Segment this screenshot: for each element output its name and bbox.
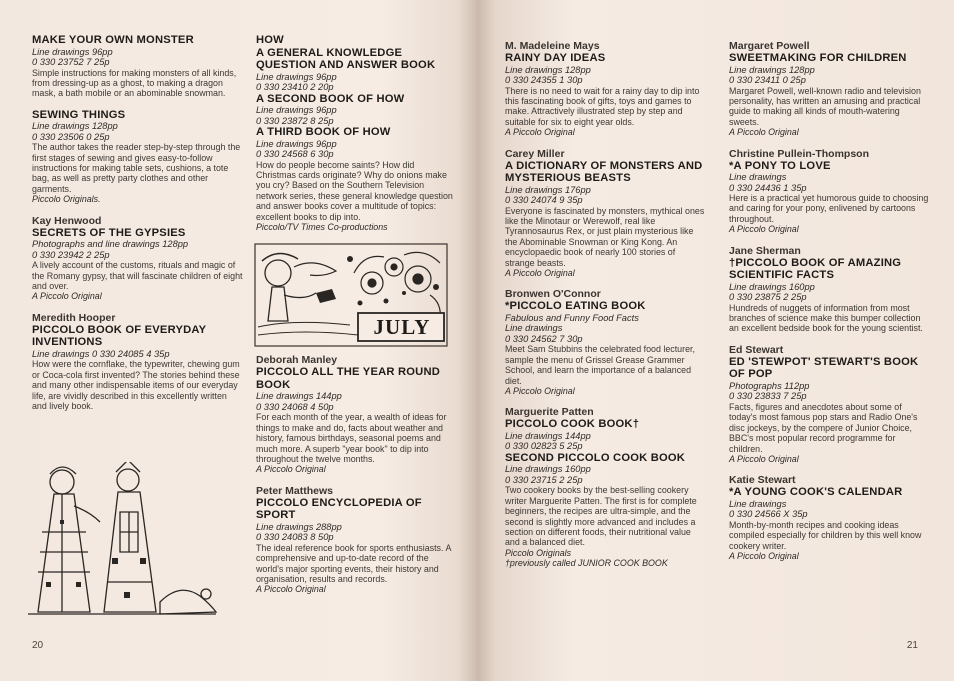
book-details: Line drawings 144pp (256, 391, 342, 402)
book-details: 0 330 24083 8 50p (256, 532, 334, 543)
book-entry (729, 245, 929, 334)
book-author: Ed Stewart (729, 343, 784, 356)
book-description: Simple instructions for making monsters of all kinds, from dressing-up as a ghost, to making a dragon mask, a bath mobile or an abominable snowman. (32, 67, 237, 99)
book-author: Margaret Powell (729, 40, 810, 52)
july-label: JULY (373, 315, 431, 339)
book-details: 0 330 23752 7 25p (32, 57, 110, 67)
book-entry (32, 34, 244, 99)
book-author: Kay Henwood (32, 214, 102, 227)
book-author: Meredith Hooper (32, 311, 116, 324)
book-title: †PICCOLO BOOK OF AMAZING SCIENTIFIC FACTS (729, 256, 902, 282)
book-details: 0 330 23872 8 25p (256, 115, 334, 126)
book-title: HOW (256, 34, 284, 46)
book-title: SECOND PICCOLO COOK BOOK (505, 451, 686, 464)
book-description: There is no need to wait for a rainy day to dip into this fascinating book of gifts, toys and games to make. Attractively illustrated step by step and suitable for six to eight year olds. (505, 85, 700, 127)
book-publisher: A Piccolo Original (729, 224, 799, 235)
page-number-left: 20 (32, 640, 44, 651)
book-entry (32, 109, 244, 205)
book-details: Line drawings 96pp (256, 71, 337, 82)
book-entry (505, 288, 705, 396)
book-details: 0 330 24436 1 35p (729, 182, 807, 193)
book-details: Line drawings (505, 323, 563, 334)
book-details: Line drawings 288pp (256, 521, 342, 532)
book-entry (256, 485, 456, 595)
book-title: A GENERAL KNOWLEDGE QUESTION AND ANSWER BOOK (256, 46, 436, 71)
book-description: Hundreds of nuggets of information from most branches of science make this bumper collection an excellent bedside book for the young scientist. (729, 302, 923, 334)
book-entry (256, 126, 456, 232)
book-entry (256, 93, 456, 127)
book-publisher: A Piccolo Original (505, 127, 575, 138)
book-author: Jane Sherman (729, 244, 801, 257)
book-author: Christine Pullein-Thompson (729, 147, 870, 160)
book-details: Line drawings 160pp (729, 281, 815, 292)
book-details: 0 330 23715 2 25p (505, 474, 583, 485)
book-details: Line drawings 128pp (32, 121, 118, 132)
knight-illustration (20, 462, 220, 622)
book-author: Deborah Manley (256, 354, 338, 367)
book-title: RAINY DAY IDEAS (505, 52, 606, 64)
book-details: Photographs 112pp (729, 380, 810, 391)
book-publisher: Piccolo Originals (505, 547, 572, 558)
book-title: *A PONY TO LOVE (729, 159, 831, 172)
book-title: A DICTIONARY OF MONSTERS AND MYSTERIOUS BEASTS (505, 159, 703, 185)
book-details: 0 330 02823 5 25p (505, 441, 583, 452)
book-details: 0 330 23942 2 25p (32, 249, 110, 260)
book-entry (505, 40, 705, 138)
book-entry (729, 344, 929, 464)
book-description: Margaret Powell, well-known radio and television personality, has written an amusing and practical guide to making all kinds of mouth-watering sweets. (729, 85, 921, 127)
book-title: PICCOLO BOOK OF EVERYDAY INVENTIONS (32, 323, 207, 349)
book-entry (256, 354, 456, 474)
book-description: How were the cornflake, the typewriter, chewing gum or Coca-cola first invented? The stories behind these and many other indispensable items of our everyday life, are vividly described in this excellently written and lively book. (32, 359, 240, 411)
book-entry (32, 312, 244, 412)
book-entry (505, 406, 705, 452)
column-4 (729, 40, 929, 571)
book-author: M. Madeleine Mays (505, 40, 600, 52)
book-title: SEWING THINGS (32, 108, 126, 121)
book-title: A SECOND BOOK OF HOW (256, 92, 405, 105)
book-details: Line drawings 0 330 24085 4 35p (32, 348, 170, 359)
book-details: Line drawings 128pp (505, 64, 591, 75)
book-title: *A YOUNG COOK'S CALENDAR (729, 486, 903, 499)
book-title: *PICCOLO EATING BOOK (505, 300, 646, 313)
book-title: A THIRD BOOK OF HOW (256, 126, 391, 138)
book-entry (729, 474, 929, 561)
book-details: Fabulous and Funny Food Facts (505, 312, 639, 323)
book-title: ED 'STEWPOT' STEWART'S BOOK OF POP (729, 355, 919, 381)
book-details: Line drawings (729, 498, 787, 509)
book-details: 0 330 23411 0 25p (729, 75, 806, 85)
book-entry (256, 47, 456, 93)
book-details: Line drawings 96pp (256, 105, 337, 115)
column-3 (505, 40, 705, 579)
book-title: PICCOLO ALL THE YEAR ROUND BOOK (256, 366, 441, 391)
book-publisher: A Piccolo Original (729, 453, 799, 464)
book-description: Month-by-month recipes and cooking ideas compiled especially for children by this well know cookery writer. (729, 519, 922, 551)
book-entry (256, 34, 456, 47)
book-description: Here is a practical yet humorous guide to choosing and caring for your pony, enlivened by cartoons throughout. (729, 193, 929, 224)
book-title: SWEETMAKING FOR CHILDREN (729, 52, 907, 64)
book-details: 0 330 24566 X 35p (729, 509, 808, 520)
book-description: Everyone is fascinated by monsters, mythical ones like the Minotaur or Werewolf, real like Tyrannosaurus Rex, or just plain mysterious like the Abominable Snowman or King Kong. An encyclopaedic book of nearly 100 stories of strange beasts. (505, 205, 705, 268)
book-publisher: A Piccolo Original (256, 584, 326, 595)
book-details: 0 330 23833 7 25p (729, 391, 807, 402)
book-publisher: Piccolo Originals. (32, 194, 101, 205)
page-number-right: 21 (906, 640, 918, 651)
book-details: Line drawings 128pp (729, 64, 815, 75)
book-details: Line drawings 96pp (32, 46, 113, 57)
book-entry (729, 148, 929, 235)
book-details: 0 330 24568 6 30p (256, 149, 334, 159)
book-details: 0 330 23410 2 20p (256, 82, 334, 92)
book-details: 0 330 24074 9 35p (505, 195, 583, 206)
book-publisher: A Piccolo Original (505, 386, 575, 396)
book-title: PICCOLO ENCYCLOPEDIA OF SPORT (256, 496, 422, 522)
book-publisher: A Piccolo Original (729, 127, 799, 138)
book-publisher: A Piccolo Original (505, 267, 575, 278)
book-details: 0 330 23506 0 25p (32, 131, 110, 142)
july-illustration (254, 243, 448, 347)
book-details: 0 330 24068 4 50p (256, 401, 334, 412)
right-page (477, 0, 954, 681)
book-author: Katie Stewart (729, 474, 796, 487)
book-details: 0 330 24562 7 30p (505, 333, 583, 344)
book-note: †previously called JUNIOR COOK BOOK (505, 558, 668, 569)
book-description: Two cookery books by the best-selling cookery writer Marguerite Patten. The first is for complete beginners, the recipes are ultra-simple, and the second is slightly more advanced and includes a section on different foods, their nutritional value and a balanced diet. (505, 485, 697, 548)
book-publisher: A Piccolo Original (729, 551, 799, 562)
book-author: Bronwen O'Connor (505, 288, 601, 301)
book-details: Photographs and line drawings 128pp (32, 239, 189, 250)
book-details: Line drawings 160pp (505, 464, 591, 475)
book-entry (505, 148, 705, 279)
book-publisher: Piccolo/TV Times Co-productions (256, 221, 388, 232)
book-entry (729, 40, 929, 138)
book-details: 0 330 23875 2 25p (729, 292, 807, 303)
book-title: MAKE YOUR OWN MONSTER (32, 34, 194, 46)
book-publisher: A Piccolo Original (32, 291, 102, 302)
book-description: Meet Sam Stubbins the celebrated food lecturer, sample the menu of Grissel Grease Grammer School, and learn the importance of a balanced diet. (505, 344, 695, 386)
book-details: Line drawings 96pp (256, 138, 337, 149)
book-details: 0 330 24355 1 30p (505, 75, 583, 85)
book-details: Line drawings (729, 172, 787, 183)
book-entry (505, 452, 705, 569)
book-author: Carey Miller (505, 147, 565, 160)
book-author: Peter Matthews (256, 484, 334, 497)
book-entry (32, 215, 244, 302)
book-details: Line drawings 176pp (505, 184, 591, 195)
book-author: Marguerite Patten (505, 406, 594, 419)
book-title: PICCOLO COOK BOOK† (505, 418, 640, 431)
book-title: SECRETS OF THE GYPSIES (32, 226, 186, 239)
book-description: For each month of the year, a wealth of ideas for things to make and do, facts about weather and history, famous birthdays, seasonal poems and much more. A superb "year book" to dip into throughout the twelve months. (256, 412, 447, 464)
book-publisher: A Piccolo Original (256, 464, 326, 475)
book-description: How do people become saints? How did Christmas cards originate? Why do onions make you cry? Based on the Southern Television network series, these general knowledge question and answer books cover a multitude of topics: excellent books to dip into. (256, 159, 453, 222)
column-1 (32, 34, 244, 421)
book-details: Line drawings 144pp (505, 430, 591, 441)
book-description: The ideal reference book for sports enthusiasts. A comprehensive and up-to-date record of the world's major sporting events, their history and organisation, results and records. (256, 542, 451, 584)
book-description: Facts, figures and anecdotes about some of today's most famous pop stars and Radio One's disc jockeys, by the compere of Junior Choice, BBC's most popular record programme for children. (729, 401, 918, 454)
book-description: The author takes the reader step-by-step through the first stages of sewing and gives easy-to-follow instructions for making table sets, cushions, a tote bag, as well as pretty party clothes and other garments. (32, 142, 241, 194)
book-description: A lively account of the customs, rituals and magic of the Romany gypsy, that will fascinate children of eight and over. (32, 260, 243, 291)
